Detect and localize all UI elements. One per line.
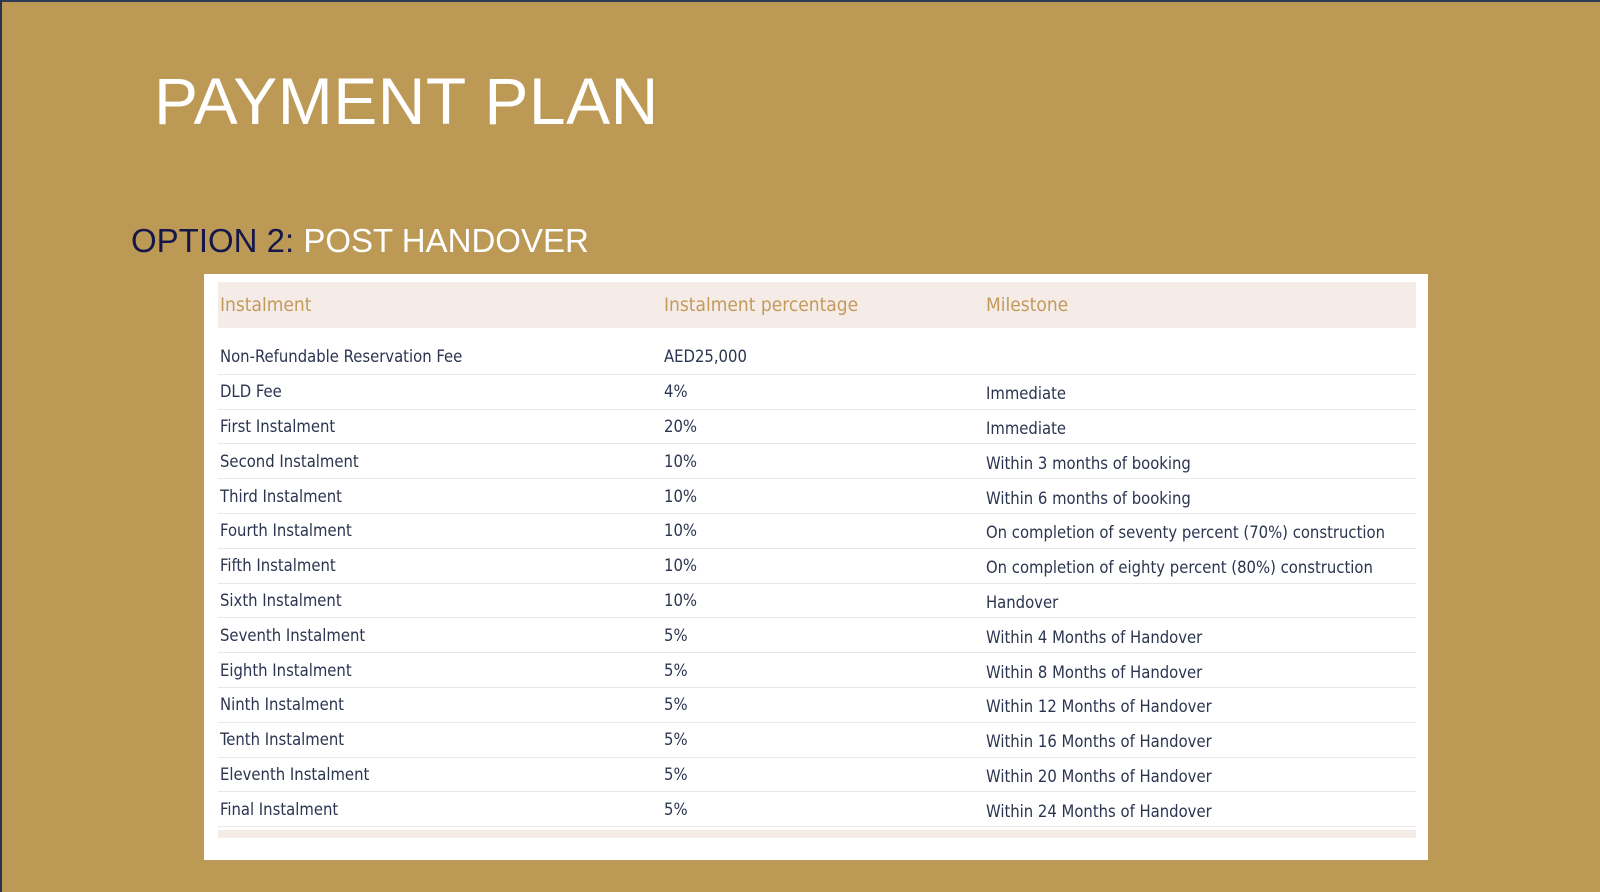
page-title: PAYMENT PLAN bbox=[154, 64, 659, 138]
cell-instalment: Fourth Instalment bbox=[220, 521, 352, 541]
cell-percentage: 10% bbox=[664, 556, 697, 576]
cell-milestone: Within 12 Months of Handover bbox=[986, 697, 1212, 717]
cell-milestone: Within 16 Months of Handover bbox=[986, 732, 1212, 752]
table-row bbox=[218, 514, 1416, 549]
cell-milestone: On completion of seventy percent (70%) construction bbox=[986, 523, 1385, 543]
cell-percentage: 10% bbox=[664, 521, 697, 541]
cell-milestone: Within 6 months of booking bbox=[986, 488, 1191, 508]
cell-instalment: Ninth Instalment bbox=[220, 695, 344, 715]
cell-milestone bbox=[984, 355, 1416, 359]
table-row bbox=[218, 653, 1416, 688]
cell-milestone: Within 8 Months of Handover bbox=[986, 662, 1203, 682]
table-row bbox=[218, 688, 1416, 723]
header-percentage: Instalment percentage bbox=[664, 294, 859, 316]
cell-percentage: 5% bbox=[664, 660, 688, 680]
cell-percentage: AED25,000 bbox=[664, 347, 747, 367]
cell-percentage: 5% bbox=[664, 695, 688, 715]
header-milestone: Milestone bbox=[986, 294, 1069, 316]
subtitle-prefix: OPTION 2: bbox=[131, 222, 295, 259]
cell-milestone: On completion of eighty percent (80%) construction bbox=[986, 558, 1373, 578]
cell-milestone: Handover bbox=[986, 592, 1059, 612]
table-row bbox=[218, 792, 1416, 827]
cell-instalment: First Instalment bbox=[220, 416, 336, 436]
cell-instalment: Eleventh Instalment bbox=[220, 764, 370, 784]
table-row bbox=[218, 340, 1416, 375]
cell-percentage: 20% bbox=[664, 416, 697, 436]
table-row bbox=[218, 479, 1416, 514]
cell-instalment: Seventh Instalment bbox=[220, 625, 366, 645]
cell-percentage: 10% bbox=[664, 486, 697, 506]
cell-instalment: Eighth Instalment bbox=[220, 660, 352, 680]
cell-instalment: Third Instalment bbox=[220, 486, 342, 506]
table-row bbox=[218, 723, 1416, 758]
subtitle-text: POST HANDOVER bbox=[294, 222, 589, 259]
table-header bbox=[218, 282, 1416, 328]
payment-table bbox=[218, 282, 1416, 827]
header-instalment: Instalment bbox=[220, 294, 312, 316]
cell-percentage: 5% bbox=[664, 625, 688, 645]
table-row bbox=[218, 584, 1416, 619]
section-subtitle bbox=[131, 224, 589, 257]
table-row bbox=[218, 375, 1416, 410]
cell-percentage: 10% bbox=[664, 590, 697, 610]
cell-milestone: Immediate bbox=[986, 384, 1067, 404]
cell-percentage: 4% bbox=[664, 382, 688, 402]
cell-instalment: Second Instalment bbox=[220, 451, 359, 471]
table-row bbox=[218, 549, 1416, 584]
cell-instalment: Sixth Instalment bbox=[220, 590, 342, 610]
table-row bbox=[218, 618, 1416, 653]
cell-percentage: 10% bbox=[664, 451, 697, 471]
table-row bbox=[218, 758, 1416, 793]
cell-milestone: Within 3 months of booking bbox=[986, 453, 1191, 473]
cell-milestone: Immediate bbox=[986, 418, 1067, 438]
table-body bbox=[218, 328, 1416, 827]
table-row bbox=[218, 444, 1416, 479]
cell-instalment: Tenth Instalment bbox=[220, 730, 345, 750]
cell-instalment: DLD Fee bbox=[220, 382, 282, 402]
cell-instalment: Fifth Instalment bbox=[220, 556, 336, 576]
cell-milestone: Within 20 Months of Handover bbox=[986, 766, 1212, 786]
cell-milestone: Within 24 Months of Handover bbox=[986, 801, 1212, 821]
cell-percentage: 5% bbox=[664, 730, 688, 750]
cell-instalment: Final Instalment bbox=[220, 799, 339, 819]
table-row bbox=[218, 410, 1416, 445]
payment-table-panel bbox=[204, 274, 1428, 860]
table-footer-band bbox=[218, 830, 1416, 838]
cell-percentage: 5% bbox=[664, 764, 688, 784]
cell-milestone: Within 4 Months of Handover bbox=[986, 627, 1203, 647]
cell-instalment: Non-Refundable Reservation Fee bbox=[220, 347, 463, 367]
cell-percentage: 5% bbox=[664, 799, 688, 819]
